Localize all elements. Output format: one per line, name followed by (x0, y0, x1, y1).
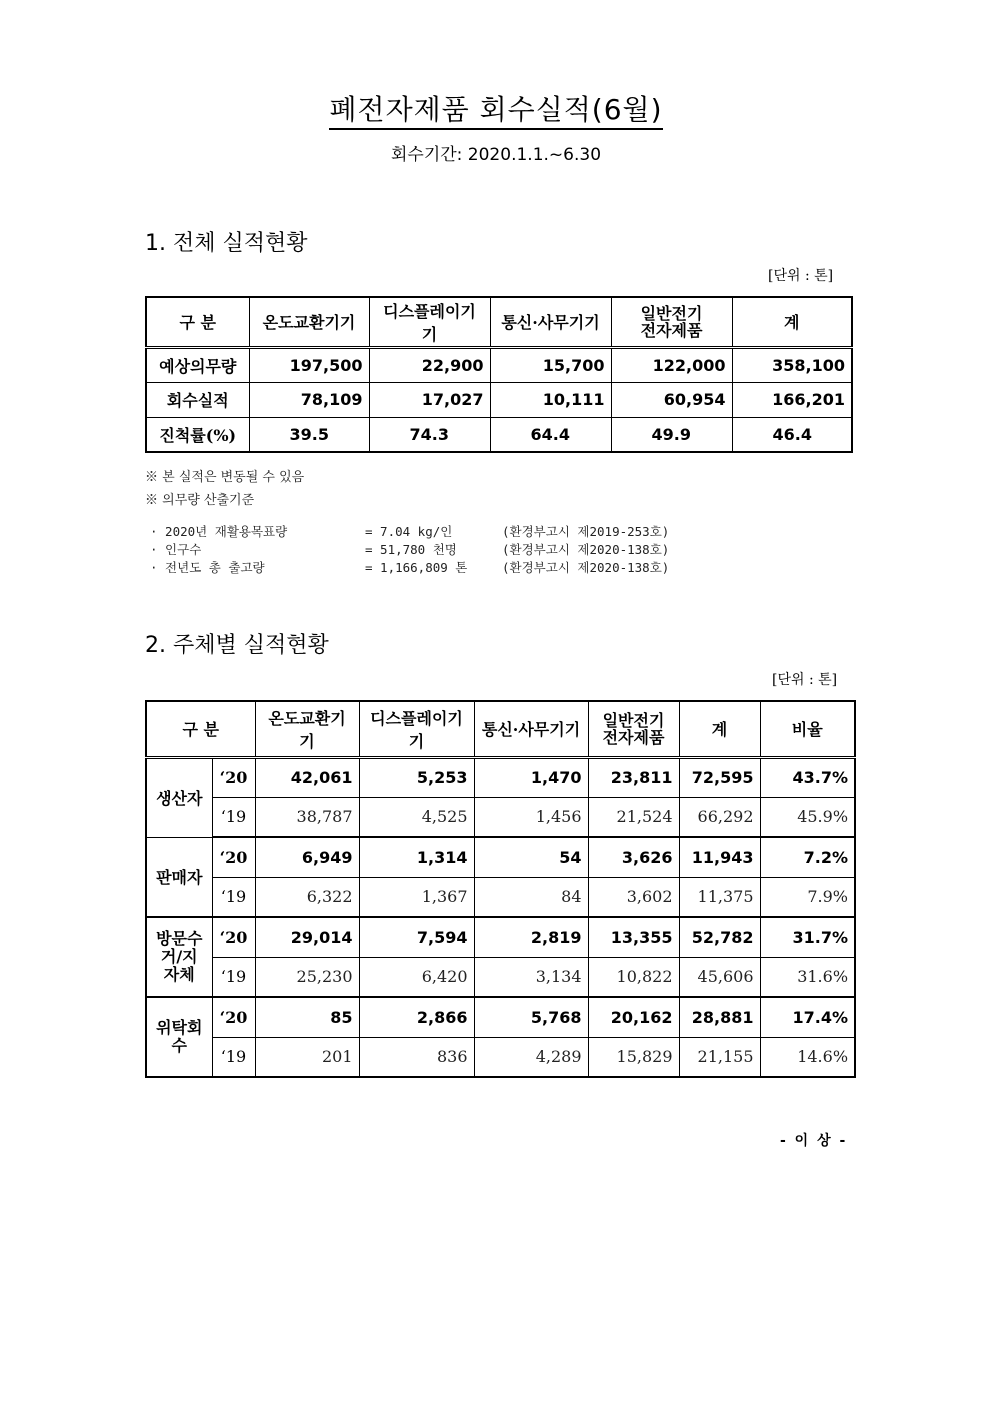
table-row (146, 917, 855, 957)
cell: 29,014 (255, 917, 359, 957)
cell: 15,700 (490, 347, 611, 382)
cell: 3,626 (588, 837, 679, 877)
cell: 1,470 (474, 757, 588, 797)
cell: 10,111 (490, 382, 611, 417)
cell: 20,162 (588, 997, 679, 1037)
cell: 4,525 (359, 797, 474, 837)
cell: 43.7% (760, 757, 855, 797)
cell: 85 (255, 997, 359, 1037)
cell: 14.6% (760, 1037, 855, 1077)
cell: 45.9% (760, 797, 855, 837)
header-ratio: 비율 (760, 701, 855, 757)
cell: 54 (474, 837, 588, 877)
header-telecom-office: 통신·사무기기 (474, 701, 588, 757)
cell: 31.7% (760, 917, 855, 957)
table-row (146, 957, 855, 997)
cell: 46.4 (732, 417, 852, 452)
criteria-name: · 2020년 재활용목표량 (150, 524, 288, 539)
header-total: 계 (679, 701, 760, 757)
header-general-electronics: 일반전기 전자제품 (611, 297, 732, 347)
group-label-producer: 생산자 (146, 757, 212, 837)
cell: 64.4 (490, 417, 611, 452)
cell: 358,100 (732, 347, 852, 382)
header-general-electronics: 일반전기 전자제품 (588, 701, 679, 757)
section1-heading: 1. 전체 실적현황 (145, 231, 308, 256)
header-category: 구 분 (146, 701, 255, 757)
cell: 201 (255, 1037, 359, 1077)
cell: 42,061 (255, 757, 359, 797)
notes (145, 466, 304, 512)
table-row (146, 382, 852, 417)
section2-heading: 2. 주체별 실적현황 (145, 633, 329, 658)
row-label: 진척률(%) (146, 417, 249, 452)
table-row (146, 757, 855, 797)
criteria-value: = 51,780 천명 (365, 542, 457, 557)
year-cell: ‘19 (212, 877, 255, 917)
table-row (146, 797, 855, 837)
criteria-name: · 인구수 (150, 542, 202, 557)
collection-period: 회수기간: 2020.1.1.~6.30 (390, 145, 602, 165)
document-title: 폐전자제품 회수실적(6월) (0, 88, 992, 128)
cell: 1,456 (474, 797, 588, 837)
cell: 166,201 (732, 382, 852, 417)
cell: 66,292 (679, 797, 760, 837)
year-cell: ‘19 (212, 957, 255, 997)
header-temp-exchange: 온도교환기기 (255, 701, 359, 757)
cell: 21,155 (679, 1037, 760, 1077)
row-label: 회수실적 (146, 382, 249, 417)
section1-unit: [단위 : 톤] (768, 268, 834, 284)
cell: 38,787 (255, 797, 359, 837)
year-cell: ‘19 (212, 1037, 255, 1077)
cell: 15,829 (588, 1037, 679, 1077)
table-row (146, 877, 855, 917)
cell: 7.2% (760, 837, 855, 877)
cell: 5,768 (474, 997, 588, 1037)
table-header-row (146, 701, 855, 757)
year-cell: ‘19 (212, 797, 255, 837)
obligation-criteria (150, 522, 670, 576)
header-total: 계 (732, 297, 852, 347)
group-label-consigned: 위탁회 수 (146, 997, 212, 1077)
criteria-row (150, 522, 670, 540)
year-cell: ‘20 (212, 757, 255, 797)
row-label: 예상의무량 (146, 347, 249, 382)
year-cell: ‘20 (212, 837, 255, 877)
cell: 3,602 (588, 877, 679, 917)
year-cell: ‘20 (212, 997, 255, 1037)
cell: 13,355 (588, 917, 679, 957)
cell: 11,943 (679, 837, 760, 877)
group-label-visit-collection: 방문수 거/지 자체 (146, 917, 212, 997)
cell: 5,253 (359, 757, 474, 797)
cell: 23,811 (588, 757, 679, 797)
criteria-row (150, 540, 670, 558)
cell: 17.4% (760, 997, 855, 1037)
criteria-value: = 1,166,809 톤 (365, 560, 468, 575)
cell: 836 (359, 1037, 474, 1077)
cell: 3,134 (474, 957, 588, 997)
criteria-source: (환경부고시 제2019-253호) (502, 524, 670, 539)
group-label-seller: 판매자 (146, 837, 212, 917)
cell: 1,367 (359, 877, 474, 917)
entity-performance-table (145, 700, 856, 1078)
cell: 60,954 (611, 382, 732, 417)
table-row (146, 347, 852, 382)
table-row (146, 1037, 855, 1077)
cell: 21,524 (588, 797, 679, 837)
table-header-row (146, 297, 852, 347)
header-display: 디스플레이기기 (369, 297, 490, 347)
table-row (146, 417, 852, 452)
note-line: ※ 의무량 산출기준 (145, 493, 255, 508)
cell: 2,819 (474, 917, 588, 957)
criteria-source: (환경부고시 제2020-138호) (502, 542, 670, 557)
cell: 84 (474, 877, 588, 917)
cell: 1,314 (359, 837, 474, 877)
cell: 7,594 (359, 917, 474, 957)
cell: 6,420 (359, 957, 474, 997)
cell: 52,782 (679, 917, 760, 957)
cell: 74.3 (369, 417, 490, 452)
criteria-source: (환경부고시 제2020-138호) (502, 560, 670, 575)
note-line: ※ 본 실적은 변동될 수 있음 (145, 470, 305, 485)
cell: 31.6% (760, 957, 855, 997)
criteria-name: · 전년도 총 출고량 (150, 560, 265, 575)
section2-unit: [단위 : 톤] (772, 672, 838, 688)
overall-performance-table (145, 296, 853, 453)
criteria-row (150, 558, 670, 576)
header-telecom-office: 통신·사무기기 (490, 297, 611, 347)
cell: 2,866 (359, 997, 474, 1037)
cell: 78,109 (249, 382, 369, 417)
cell: 11,375 (679, 877, 760, 917)
year-cell: ‘20 (212, 917, 255, 957)
header-category: 구 분 (146, 297, 249, 347)
table-row (146, 997, 855, 1037)
cell: 6,322 (255, 877, 359, 917)
end-mark: - 이 상 - (780, 1133, 848, 1149)
cell: 49.9 (611, 417, 732, 452)
table-row (146, 837, 855, 877)
cell: 7.9% (760, 877, 855, 917)
cell: 72,595 (679, 757, 760, 797)
cell: 10,822 (588, 957, 679, 997)
cell: 45,606 (679, 957, 760, 997)
cell: 39.5 (249, 417, 369, 452)
criteria-value: = 7.04 kg/인 (365, 524, 453, 539)
cell: 22,900 (369, 347, 490, 382)
cell: 25,230 (255, 957, 359, 997)
header-display: 디스플레이기기 (359, 701, 474, 757)
cell: 197,500 (249, 347, 369, 382)
cell: 6,949 (255, 837, 359, 877)
cell: 4,289 (474, 1037, 588, 1077)
header-temp-exchange: 온도교환기기 (249, 297, 369, 347)
cell: 122,000 (611, 347, 732, 382)
cell: 28,881 (679, 997, 760, 1037)
cell: 17,027 (369, 382, 490, 417)
